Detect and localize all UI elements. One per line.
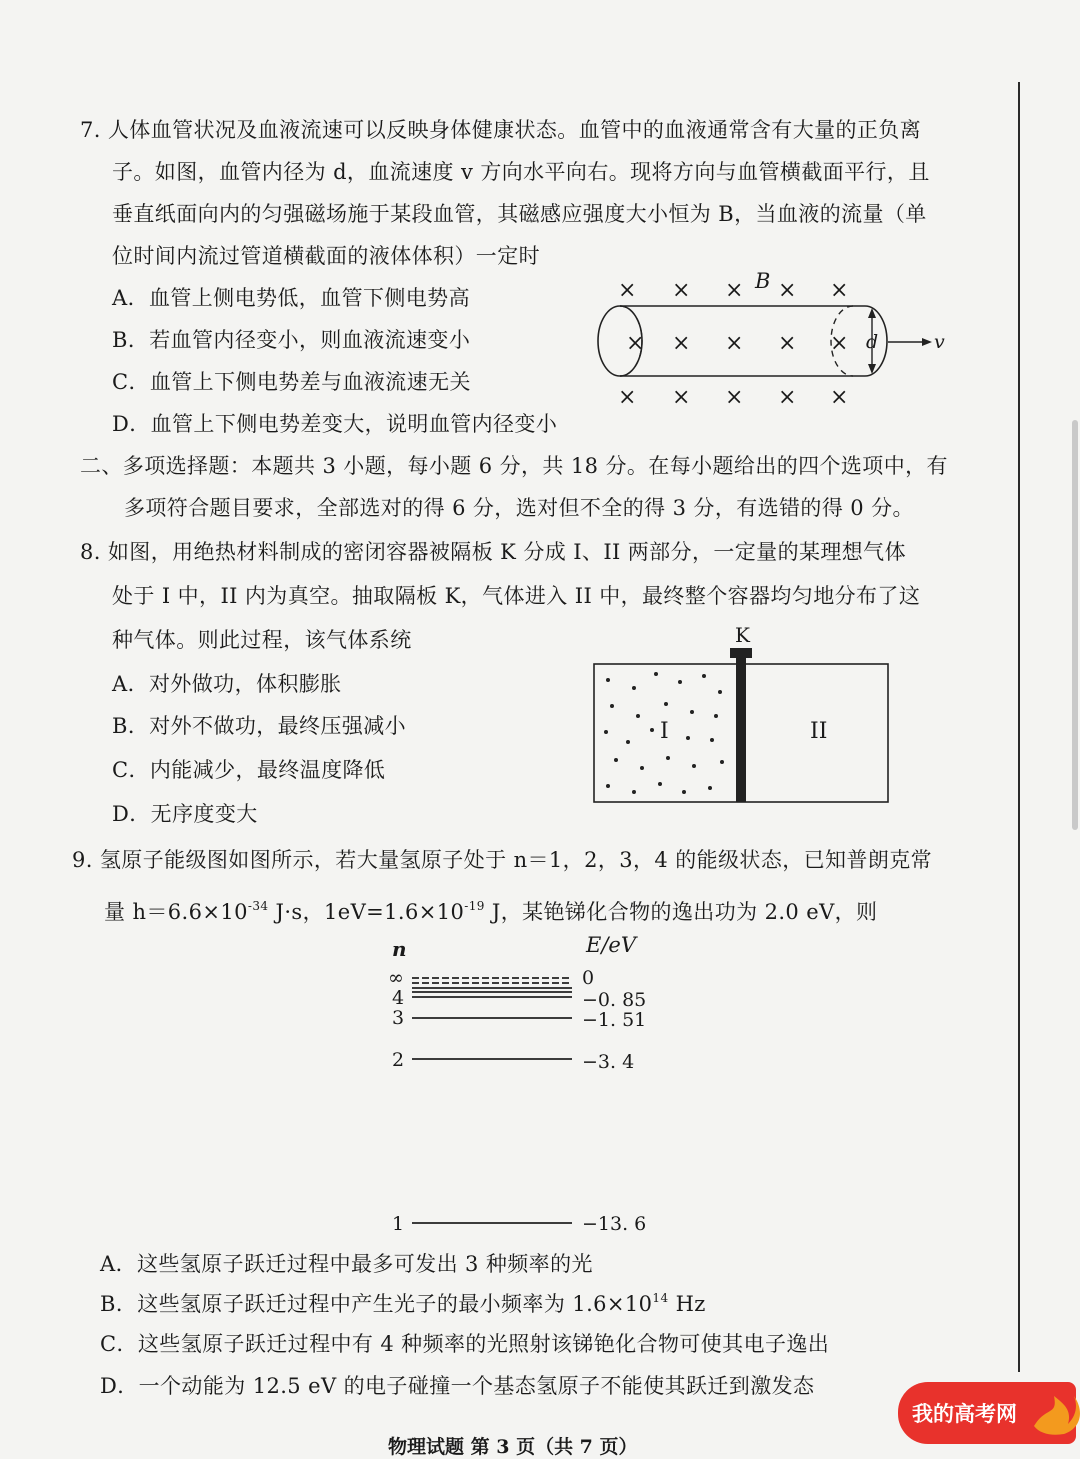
q9-stem-line-2 bbox=[104, 898, 877, 929]
q7-stem-line-3: 垂直纸面向内的匀强磁场施于某段血管，其磁感应强度大小恒为 B，当血液的流量（单 bbox=[112, 202, 927, 226]
q7-stem-line-2: 子。如图，血管内径为 d，血流速度 v 方向水平向右。现将方向与血管横截面平行，且 bbox=[112, 160, 930, 184]
field-cross: × bbox=[830, 385, 849, 410]
q9-option-c: C．这些氢原子跃迁过程中有 4 种频率的光照射该锑铯化合物可使其电子逸出 bbox=[100, 1332, 830, 1356]
field-cross: × bbox=[618, 385, 637, 410]
q9-option-b-text: B．这些氢原子跃迁过程中产生光子的最小频率为 1.6×10 bbox=[100, 1292, 653, 1316]
level-energy-label: −3. 4 bbox=[582, 1051, 635, 1073]
q9-option-b-unit: Hz bbox=[668, 1292, 706, 1316]
section2-heading-line-1: 二、多项选择题：本题共 3 小题，每小题 6 分，共 18 分。在每小题给出的四个选项中，有 bbox=[80, 454, 948, 478]
q8-option-b: B．对外不做功，最终压强减小 bbox=[112, 714, 407, 738]
field-cross: × bbox=[725, 385, 744, 410]
region-label-ii: II bbox=[810, 719, 828, 744]
partition-label-k: K bbox=[735, 623, 750, 647]
q8-option-c: C．内能减少，最终温度降低 bbox=[112, 758, 386, 782]
q8-stem-line-2: 处于 I 中，II 内为真空。抽取隔板 K，气体进入 II 中，最终整个容器均匀地分布了这 bbox=[112, 584, 921, 608]
field-cross: × bbox=[778, 385, 797, 410]
field-cross: × bbox=[672, 331, 691, 356]
page-footer: 物理试题 第 3 页（共 7 页） bbox=[388, 1436, 638, 1458]
flame-icon bbox=[1028, 1376, 1080, 1436]
q7-option-b: B．若血管内径变小，则血液流速变小 bbox=[112, 328, 471, 352]
q8-stem-line-3: 种气体。则此过程，该气体系统 bbox=[112, 628, 412, 652]
velocity-label: v bbox=[934, 331, 945, 353]
field-cross: × bbox=[672, 278, 691, 303]
q9-stem-text: J·s，1eV=1.6×10 bbox=[268, 900, 465, 924]
q9-option-b bbox=[100, 1290, 706, 1321]
field-cross: × bbox=[672, 385, 691, 410]
q9-option-d: D．一个动能为 12.5 eV 的电子碰撞一个基态氢原子不能使其跃迁到激发态 bbox=[100, 1374, 815, 1398]
field-cross: × bbox=[725, 331, 744, 356]
q7-stem-line-4: 位时间内流过管道横截面的液体体积）一定时 bbox=[112, 244, 540, 268]
q7-option-d: D．血管上下侧电势差变大，说明血管内径变小 bbox=[112, 412, 558, 436]
q8-option-d: D．无序度变大 bbox=[112, 802, 258, 826]
q7-stem-line-1: 7. 人体血管状况及血液流速可以反映身体健康状态。血管中的血液通常含有大量的正负离 bbox=[80, 118, 922, 142]
watermark-badge[interactable] bbox=[898, 1382, 1076, 1444]
field-cross: × bbox=[618, 278, 637, 303]
q7-option-a: A．血管上侧电势低，血管下侧电势高 bbox=[112, 286, 470, 310]
field-cross: × bbox=[778, 331, 797, 356]
q9-option-a: A．这些氢原子跃迁过程中最多可发出 3 种频率的光 bbox=[100, 1252, 593, 1276]
q9-option-b-exponent: 14 bbox=[652, 1291, 669, 1305]
axis-energy-label: E/eV bbox=[586, 933, 636, 957]
q9-energy-level-diagram bbox=[380, 928, 680, 1240]
q9-stem-text: 量 h＝6.6×10 bbox=[104, 900, 248, 924]
level-n-label: 3 bbox=[392, 1007, 405, 1029]
q8-option-a: A．对外做功，体积膨胀 bbox=[112, 672, 342, 696]
section2-heading-line-2: 多项符合题目要求，全部选对的得 6 分，选对但不全的得 3 分，有选错的得 0 分。 bbox=[124, 496, 914, 520]
level-energy-label: 0 bbox=[582, 967, 595, 989]
level-energy-label: −13. 6 bbox=[582, 1213, 647, 1235]
level-n-label: ∞ bbox=[388, 967, 404, 989]
level-n-label: 1 bbox=[392, 1213, 405, 1235]
field-cross: × bbox=[830, 278, 849, 303]
level-n-label: 4 bbox=[392, 987, 405, 1009]
q7-option-c: C．血管上下侧电势差与血液流速无关 bbox=[112, 370, 471, 394]
q7-blood-vessel-figure bbox=[590, 262, 970, 422]
region-label-i: I bbox=[660, 719, 669, 744]
field-cross: × bbox=[830, 331, 849, 356]
q9-stem-line-1: 9. 氢原子能级图如图所示，若大量氢原子处于 n＝1，2，3，4 的能级状态，已知普朗克常 bbox=[72, 848, 933, 872]
field-label-b: B bbox=[755, 269, 771, 293]
partition-k bbox=[736, 656, 746, 802]
level-energy-label: −1. 51 bbox=[582, 1009, 647, 1031]
q9-stem-text: J，某铯锑化合物的逸出功为 2.0 eV，则 bbox=[484, 900, 878, 924]
q9-exponent: -19 bbox=[464, 899, 485, 913]
level-energy-label: −0. 85 bbox=[582, 989, 647, 1011]
watermark-text: 我的高考网 bbox=[912, 1402, 1017, 1426]
q8-stem-line-1: 8. 如图，用绝热材料制成的密闭容器被隔板 K 分成 I、II 两部分，一定量的某理想气体 bbox=[80, 540, 906, 564]
field-cross: × bbox=[778, 278, 797, 303]
axis-n-label: n bbox=[392, 937, 407, 961]
diameter-label: d bbox=[866, 331, 879, 353]
q8-container-figure bbox=[588, 620, 898, 810]
field-cross: × bbox=[626, 331, 645, 356]
field-cross: × bbox=[725, 278, 744, 303]
q9-exponent: -34 bbox=[247, 899, 269, 913]
level-n-label: 2 bbox=[392, 1049, 405, 1071]
scrollbar[interactable] bbox=[1072, 420, 1078, 830]
page-edge-line bbox=[1018, 82, 1020, 1372]
